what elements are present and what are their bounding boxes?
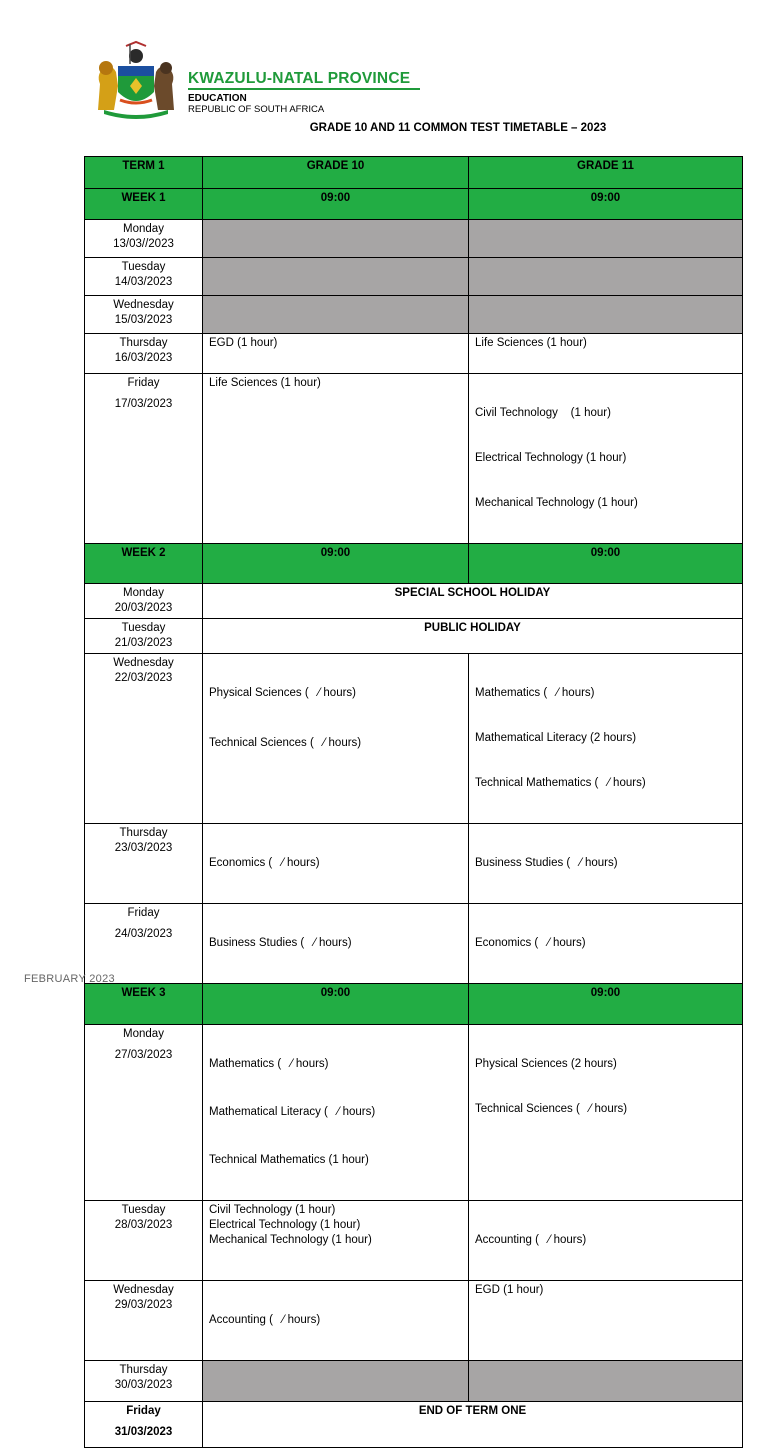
time-label: 09:00 [469, 189, 743, 220]
day-date: 31/03/2023 [114, 1426, 173, 1438]
day-date: 13/03//2023 [113, 238, 174, 250]
day-cell [85, 334, 203, 374]
table-row [85, 619, 743, 654]
grade11-cell [469, 904, 743, 984]
grade10-cell [203, 1025, 469, 1201]
subject: Life Sciences (1 hour) [475, 337, 587, 349]
table-row [85, 1201, 743, 1281]
day-date: 15/03/2023 [114, 314, 173, 326]
empty-cell [203, 258, 469, 296]
subject: Electrical Technology (1 hour) [475, 452, 627, 464]
week-row [85, 984, 743, 1025]
subject: Mathematics ( ⁄ hours) [209, 1058, 329, 1070]
table-row [85, 258, 743, 296]
week-label: WEEK 1 [85, 189, 203, 220]
subject: Physical Sciences (2 hours) [475, 1058, 617, 1070]
day-cell [85, 1281, 203, 1361]
subject: Civil Technology (1 hour) [209, 1204, 336, 1216]
grade11-cell [469, 374, 743, 544]
day-cell [85, 654, 203, 824]
day-cell [85, 904, 203, 984]
letterhead [90, 40, 450, 125]
grade11-cell [469, 1281, 743, 1361]
day-cell [85, 824, 203, 904]
grade10-cell [203, 824, 469, 904]
time-label: 09:00 [469, 544, 743, 584]
week-label: WEEK 2 [85, 544, 203, 584]
grade11-cell [469, 334, 743, 374]
header-rule [188, 88, 420, 90]
day-name: Friday [127, 377, 160, 389]
holiday-cell: SPECIAL SCHOOL HOLIDAY [203, 584, 743, 619]
day-name: Monday [123, 587, 164, 599]
subject: Business Studies ( ⁄ hours) [475, 857, 618, 869]
subject: Mathematical Literacy (2 hours) [475, 732, 637, 744]
empty-cell [203, 220, 469, 258]
time-label: 09:00 [203, 984, 469, 1025]
time-label: 09:00 [203, 544, 469, 584]
grade10-cell [203, 904, 469, 984]
day-cell [85, 584, 203, 619]
subject: EGD (1 hour) [475, 1284, 544, 1296]
subject: Accounting ( ⁄ hours) [475, 1234, 587, 1246]
holiday-cell: PUBLIC HOLIDAY [203, 619, 743, 654]
table-row [85, 904, 743, 984]
day-date: 27/03/2023 [114, 1049, 173, 1061]
day-name: Thursday [119, 337, 168, 349]
day-name: Monday [123, 223, 164, 235]
day-name: Thursday [119, 1364, 168, 1376]
table-row [85, 1361, 743, 1402]
term-heading: TERM 1 [85, 157, 203, 189]
day-date: 21/03/2023 [114, 637, 173, 649]
table-row [85, 220, 743, 258]
table-row [85, 296, 743, 334]
table-row [85, 654, 743, 824]
subject: Technical Sciences ( ⁄ hours) [475, 1103, 628, 1115]
subject: Economics ( ⁄ hours) [475, 937, 586, 949]
subject: Mathematical Literacy ( ⁄ hours) [209, 1106, 376, 1118]
grade11-cell [469, 1201, 743, 1281]
day-name: Wednesday [113, 1284, 174, 1296]
day-cell [85, 1361, 203, 1402]
coat-of-arms-icon [90, 40, 182, 122]
header-row [85, 157, 743, 189]
week-row [85, 189, 743, 220]
day-date: 16/03/2023 [114, 352, 173, 364]
day-cell [85, 1402, 203, 1448]
day-name: Thursday [119, 827, 168, 839]
grade11-heading: GRADE 11 [469, 157, 743, 189]
subject: Accounting ( ⁄ hours) [209, 1314, 321, 1326]
table-row [85, 374, 743, 544]
subject: Mechanical Technology (1 hour) [209, 1234, 372, 1246]
day-cell [85, 296, 203, 334]
grade11-cell [469, 824, 743, 904]
day-cell [85, 220, 203, 258]
country-name: REPUBLIC OF SOUTH AFRICA [188, 104, 325, 115]
day-date: 30/03/2023 [114, 1379, 173, 1391]
day-name: Friday [126, 1405, 161, 1417]
table-row [85, 1402, 743, 1448]
subject: Life Sciences (1 hour) [209, 377, 321, 389]
day-date: 14/03/2023 [114, 276, 173, 288]
day-name: Friday [127, 907, 160, 919]
province-name: KWAZULU-NATAL PROVINCE [188, 70, 411, 87]
day-name: Tuesday [121, 622, 166, 634]
table-row [85, 334, 743, 374]
subject: Economics ( ⁄ hours) [209, 857, 320, 869]
day-date: 28/03/2023 [114, 1219, 173, 1231]
department-name: EDUCATION [188, 93, 247, 104]
subject: Physical Sciences ( ⁄ hours) [209, 687, 357, 699]
grade11-cell [469, 654, 743, 824]
subject: Civil Technology (1 hour) [475, 407, 611, 419]
table-row [85, 1025, 743, 1201]
empty-cell [469, 220, 743, 258]
empty-cell [203, 1361, 469, 1402]
empty-cell [469, 1361, 743, 1402]
subject: Technical Mathematics ( ⁄ hours) [475, 777, 646, 789]
day-name: Wednesday [113, 299, 174, 311]
table-row [85, 824, 743, 904]
week-label: WEEK 3 [85, 984, 203, 1025]
day-cell [85, 1201, 203, 1281]
table-row [85, 1281, 743, 1361]
day-date: 20/03/2023 [114, 602, 173, 614]
subject: Mechanical Technology (1 hour) [475, 497, 638, 509]
day-date: 23/03/2023 [114, 842, 173, 854]
empty-cell [203, 296, 469, 334]
subject: Technical Mathematics (1 hour) [209, 1154, 369, 1166]
day-name: Wednesday [113, 657, 174, 669]
footer-date: FEBRUARY 2023 [24, 973, 115, 985]
day-date: 22/03/2023 [114, 672, 173, 684]
day-cell [85, 374, 203, 544]
day-date: 24/03/2023 [114, 928, 173, 940]
day-name: Tuesday [121, 1204, 166, 1216]
time-label: 09:00 [469, 984, 743, 1025]
grade10-heading: GRADE 10 [203, 157, 469, 189]
day-cell [85, 258, 203, 296]
empty-cell [469, 296, 743, 334]
table-row [85, 584, 743, 619]
grade10-cell [203, 334, 469, 374]
subject: Business Studies ( ⁄ hours) [209, 937, 352, 949]
timetable [84, 156, 743, 1448]
grade10-cell [203, 1281, 469, 1361]
subject: EGD (1 hour) [209, 337, 278, 349]
grade10-cell [203, 654, 469, 824]
day-date: 17/03/2023 [114, 398, 173, 410]
day-cell [85, 1025, 203, 1201]
day-date: 29/03/2023 [114, 1299, 173, 1311]
empty-cell [469, 258, 743, 296]
document-title: GRADE 10 AND 11 COMMON TEST TIMETABLE – 2023 [309, 122, 607, 134]
day-cell [85, 619, 203, 654]
day-name: Tuesday [121, 261, 166, 273]
subject: Electrical Technology (1 hour) [209, 1219, 361, 1231]
time-label: 09:00 [203, 189, 469, 220]
grade10-cell [203, 374, 469, 544]
subject: Technical Sciences ( ⁄ hours) [209, 737, 362, 749]
grade11-cell [469, 1025, 743, 1201]
week-row [85, 544, 743, 584]
end-of-term-cell: END OF TERM ONE [203, 1402, 743, 1448]
grade10-cell [203, 1201, 469, 1281]
day-name: Monday [123, 1028, 164, 1040]
subject: Mathematics ( ⁄ hours) [475, 687, 595, 699]
